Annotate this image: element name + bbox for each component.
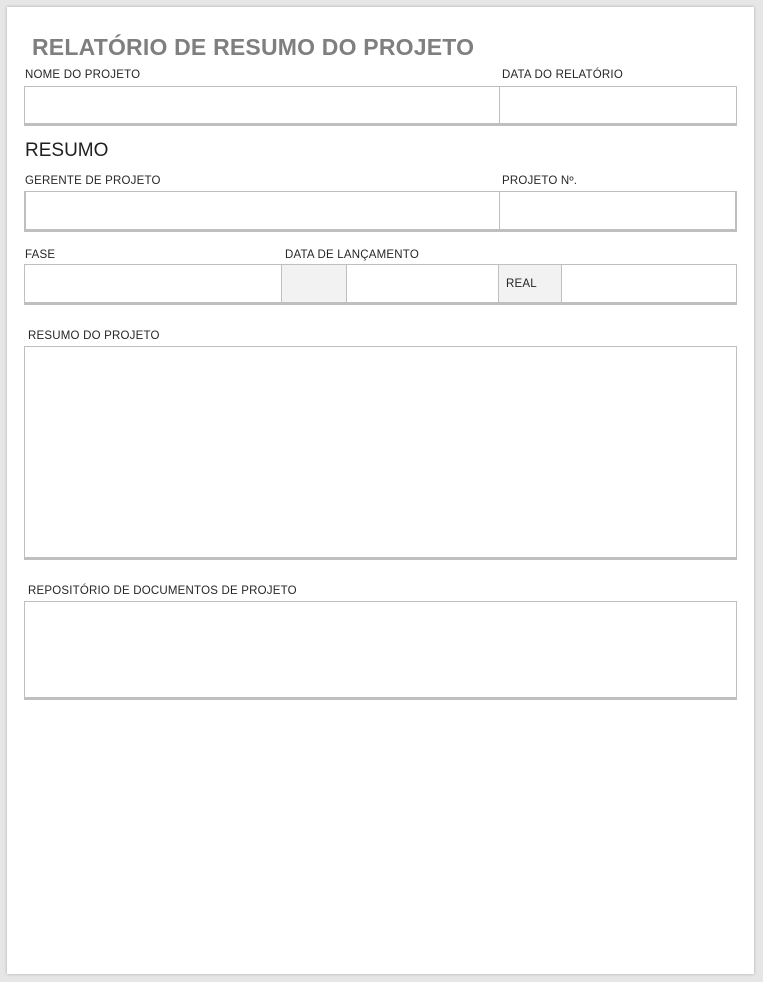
phase-label: FASE <box>25 249 56 261</box>
actual-label: REAL <box>506 278 537 290</box>
document-repository-field[interactable] <box>24 601 737 700</box>
project-summary-label: RESUMO DO PROJETO <box>28 330 160 342</box>
document-page <box>7 7 754 974</box>
project-name-row <box>24 86 737 126</box>
project-name-label: NOME DO PROJETO <box>25 69 141 81</box>
project-manager-row <box>24 191 737 232</box>
project-summary-field[interactable] <box>24 346 737 560</box>
actual-cell <box>498 265 561 302</box>
report-date-label: DATA DO RELATÓRIO <box>502 69 623 81</box>
project-manager-label: GERENTE DE PROJETO <box>25 175 161 187</box>
page-title: RELATÓRIO DE RESUMO DO PROJETO <box>32 34 475 60</box>
summary-heading: RESUMO <box>25 140 109 161</box>
project-number-field[interactable] <box>499 192 735 229</box>
phase-row <box>24 264 737 305</box>
launch-date-field[interactable] <box>346 265 498 302</box>
report-date-field[interactable] <box>499 87 736 123</box>
launch-date-label: DATA DE LANÇAMENTO <box>285 249 419 261</box>
project-number-label: PROJETO Nº. <box>502 175 578 187</box>
project-manager-field[interactable] <box>26 192 499 229</box>
project-name-field[interactable] <box>25 87 499 123</box>
document-repository-label: REPOSITÓRIO DE DOCUMENTOS DE PROJETO <box>28 585 297 597</box>
actual-date-field[interactable] <box>561 265 736 302</box>
launch-date-planned-cell <box>281 265 346 302</box>
phase-field[interactable] <box>25 265 281 302</box>
